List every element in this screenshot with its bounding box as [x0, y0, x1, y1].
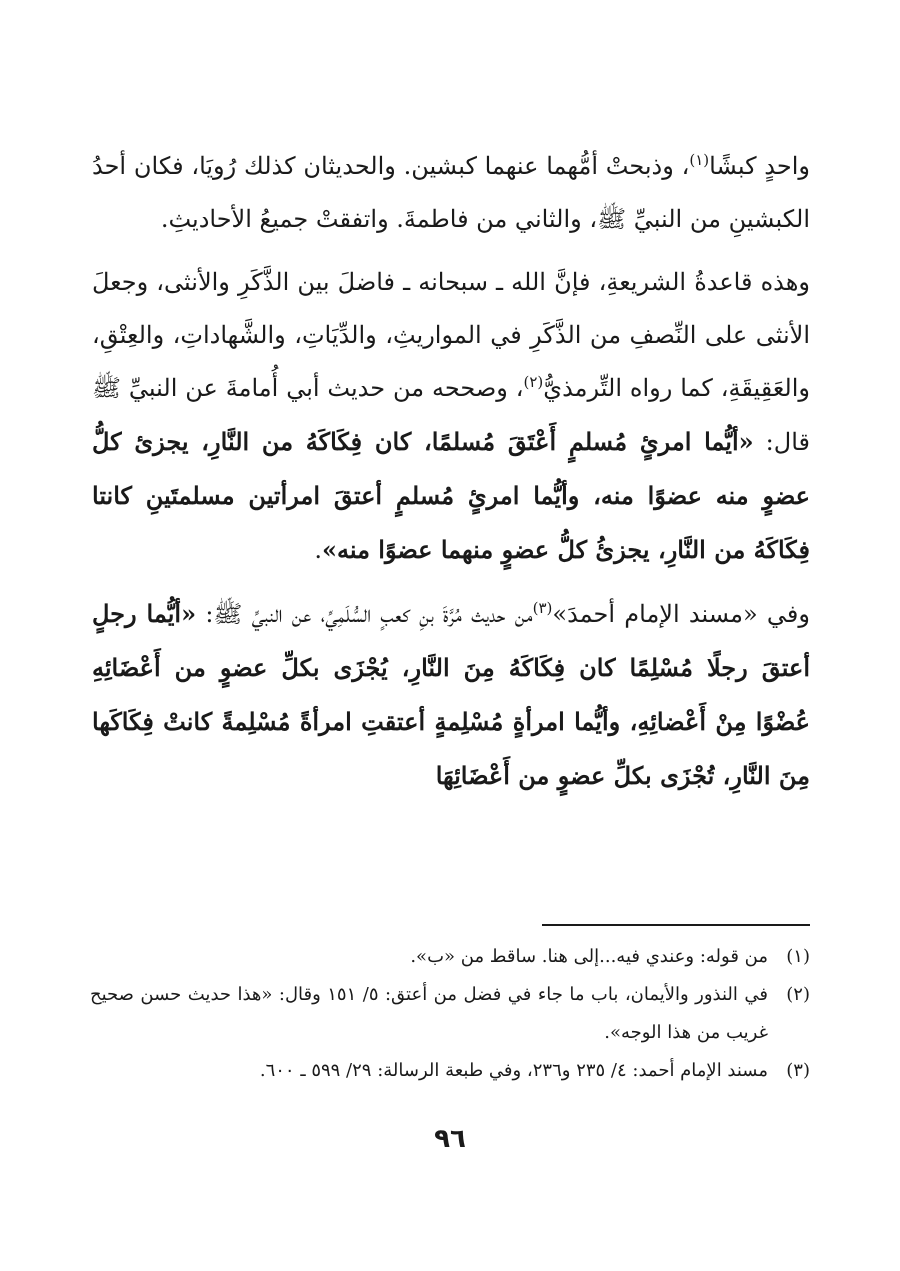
hadith-quote-1: «أيُّما امرئٍ مُسلمٍ أَعْتَقَ مُسلمًا، كان فِكَاكَهُ من النَّارِ، يجزئ كلُّ عضوٍ منه عضوًا منه، وأيُّما امرئٍ مُسلمٍ أعتقَ امرأتين مسلمتَينِ كانتا فِكَاكَهُ من النَّارِ، يجزئُ كلُّ عضوٍ منهما عضوًا منه» [92, 427, 810, 564]
hadith-quote-2: «أيُّما رجلٍ أعتقَ رجلًا مُسْلِمًا كان فِكَاكَهُ مِنَ النَّارِ، يُجْزَى بكلِّ عضوٍ من أَعْضَائِهِ عُضْوًا مِنْ أَعْضائِهِ، وأيُّما امرأةٍ مُسْلِمةٍ أعتقتِ امرأةً مُسْلِمةً كانتْ فِكَاكَها مِنَ النَّارِ، تُجْزَى بكلِّ عضوٍ من أَعْضَائِهَا [92, 599, 810, 790]
paragraph-1 [92, 140, 810, 246]
footnote-ref-1: (١) [689, 151, 710, 169]
footnote-1-number: (١) [786, 946, 810, 967]
footnotes-section [90, 938, 810, 1090]
footnote-separator [542, 924, 810, 926]
footnote-3-text: مسند الإمام أحمد: ٤/ ٢٣٥ و٢٣٦، وفي طبعة الرسالة: ٢٩/ ٥٩٩ ـ ٦٠٠. [259, 1060, 768, 1081]
paragraph-3-text-a: وفي «مسند الإمام أحمدَ» [552, 600, 810, 628]
page-number: ٩٦ [434, 1124, 466, 1154]
paragraph-2-text-a: وهذه قاعدةُ الشريعةِ، فإنَّ الله ـ سبحانه ـ فاضلَ بين الذَّكَرِ والأنثى، وجعلَ الأنثى على النِّصفِ من الذَّكَرِ في المواريثِ، والدِّيَاتِ، والشَّهاداتِ، والعِتْقِ، والعَقِيقَةِ، كما رواه التِّرمذيُّ [92, 268, 810, 402]
paragraph-2-text-b: ، وصححه من حديث أبي أُمامةَ عن النبيِّ ﷺ قال: [92, 374, 810, 456]
paragraph-1-text-b: ، وذبحتْ أمُّهما عنهما كبشين. والحديثان كذلك رُويَا، فكان أحدُ الكبشينِ من النبيِّ ﷺ، والثاني من فاطمةَ. واتفقتْ جميعُ الأحاديثِ. [92, 152, 810, 233]
paragraph-2-end: . [314, 536, 322, 564]
paragraph-1-text-a: واحدٍ كبشًا [709, 152, 810, 180]
footnote-2-text: في النذور والأيمان، باب ما جاء في فضل من أعتق: ٥/ ١٥١ وقال: «هذا حديث حسن صحيح غريب من هذا الوجه». [90, 984, 768, 1043]
footnote-2-number: (٢) [786, 984, 810, 1005]
footnote-3 [90, 1052, 810, 1090]
paragraph-3 [92, 587, 810, 803]
footnote-1-text: من قوله: وعندي فيه...إلى هنا. ساقط من «ب». [410, 946, 768, 967]
main-text-block [92, 140, 810, 803]
footnote-ref-3: (٣) [532, 599, 553, 617]
footnote-2 [90, 976, 810, 1052]
footnote-ref-2: (٢) [523, 373, 544, 391]
footnote-3-number: (٣) [786, 1060, 810, 1081]
paragraph-2 [92, 256, 810, 577]
paragraph-3-text-b: من حديث مُرَّةَ بنِ كعبٍ السُّلَمِيِّ، عن النبيِّ ﷺ: [196, 600, 533, 628]
footnote-1 [90, 938, 810, 976]
